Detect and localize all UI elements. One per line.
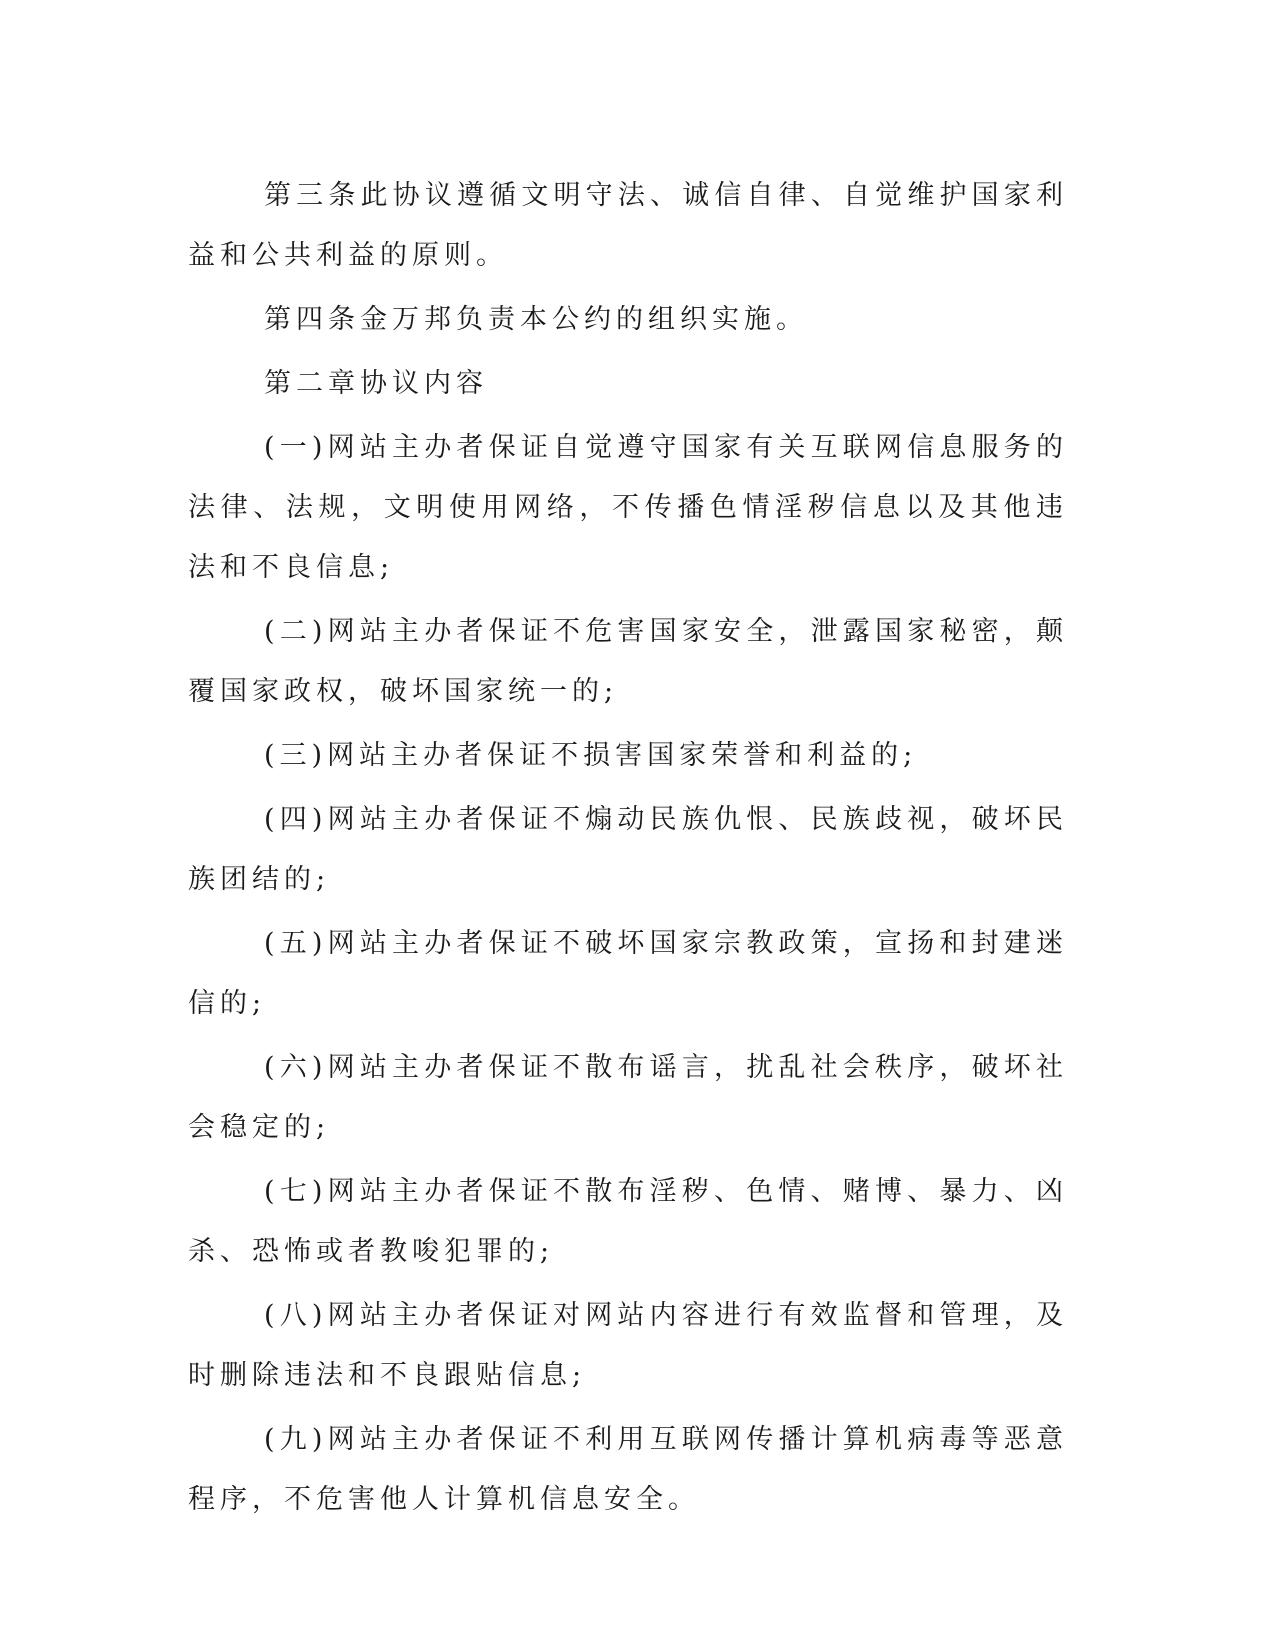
article-4-paragraph: 第四条金万邦负责本公约的组织实施。 (264, 304, 808, 335)
clause-3-paragraph: (三)网站主办者保证不损害国家荣誉和利益的; (264, 740, 918, 771)
clause-7-paragraph: (七)网站主办者保证不散布淫秽、色情、赌博、暴力、凶杀、恐怖或者教唆犯罪的; (188, 1176, 1068, 1267)
clause-4-paragraph: (四)网站主办者保证不煽动民族仇恨、民族歧视，破坏民族团结的; (188, 804, 1068, 895)
document-body (188, 166, 1068, 1534)
clause-6-paragraph: (六)网站主办者保证不散布谣言，扰乱社会秩序，破坏社会稳定的; (188, 1052, 1068, 1143)
clause-9-paragraph: (九)网站主办者保证不利用互联网传播计算机病毒等恶意程序，不危害他人计算机信息安全。 (188, 1424, 1068, 1515)
clause-8-paragraph: (八)网站主办者保证对网站内容进行有效监督和管理，及时删除违法和不良跟贴信息; (188, 1300, 1068, 1391)
clause-1-paragraph: (一)网站主办者保证自觉遵守国家有关互联网信息服务的法律、法规，文明使用网络，不传播色情淫秽信息以及其他违法和不良信息; (188, 432, 1068, 583)
clause-2-paragraph: (二)网站主办者保证不危害国家安全，泄露国家秘密，颠覆国家政权，破坏国家统一的; (188, 616, 1068, 707)
chapter-2-heading: 第二章协议内容 (264, 368, 488, 399)
article-3-paragraph: 第三条此协议遵循文明守法、诚信自律、自觉维护国家利益和公共利益的原则。 (188, 180, 1068, 271)
clause-5-paragraph: (五)网站主办者保证不破坏国家宗教政策，宣扬和封建迷信的; (188, 928, 1068, 1019)
